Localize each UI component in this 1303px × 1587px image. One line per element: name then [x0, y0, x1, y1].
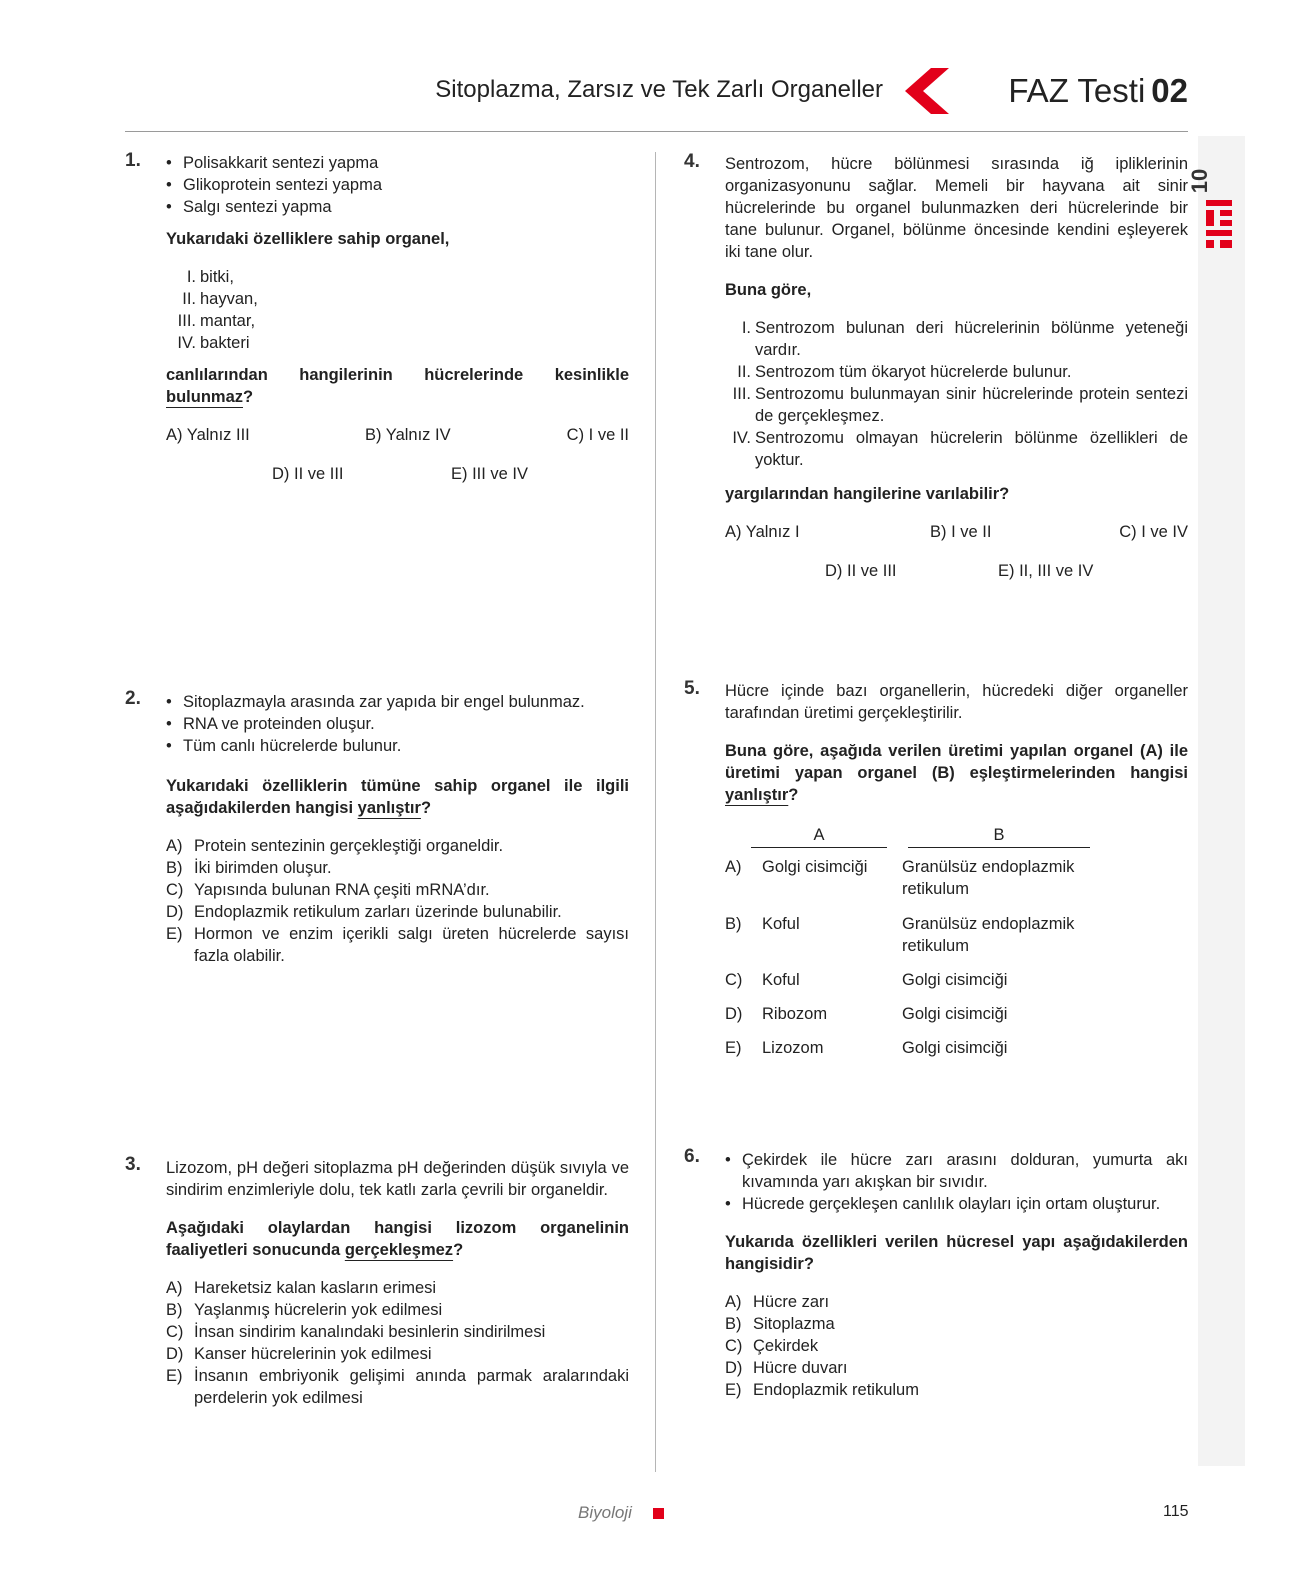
row-label[interactable]: A) [725, 858, 742, 876]
column-divider [655, 152, 656, 1472]
question-passage: Lizozom, pH değeri sitoplazma pH değerinden düşük sıvıyla ve sindirim enzimleriyle dolu, tek katlı zarla çevrili bir organeldir. [166, 1159, 629, 1199]
roman-item: IV. bakteri [177, 334, 250, 352]
test-title [1008, 72, 1188, 110]
answer-option[interactable]: E) II, III ve IV [998, 562, 1094, 580]
question-text: Aşağıdaki olaylardan hangisi lizozom organelinin faaliyetleri sonucunda gerçekleşmez? [166, 1219, 629, 1259]
answer-option[interactable]: A) Yalnız III [166, 426, 250, 444]
bullet-item: • RNA ve proteinden oluşur. [166, 713, 629, 735]
answer-option[interactable]: A) Hareketsiz kalan kasların erimesi [166, 1279, 437, 1297]
question-text: Yukarıdaki özelliklerin tümüne sahip organel ile ilgili aşağıdakilerden hangisi yanlıştır? [166, 777, 629, 817]
organel-b: Golgi cisimciği [902, 971, 1008, 989]
question-5 [725, 680, 1188, 1064]
matching-table [725, 824, 1188, 1064]
answer-option[interactable]: B) Sitoplazma [725, 1315, 835, 1333]
question-6 [725, 1149, 1188, 1401]
faz-logo-icon [1206, 200, 1232, 248]
question-stem: Yukarıdaki özelliklere sahip organel, [166, 230, 450, 248]
chevron-left-icon [905, 68, 949, 114]
question-3 [166, 1157, 629, 1409]
answer-option[interactable]: E) Endoplazmik retikulum [725, 1381, 919, 1399]
question-text: yargılarından hangilerine varılabilir? [725, 485, 1010, 503]
organel-b: Golgi cisimciği [902, 1005, 1008, 1023]
answer-option[interactable]: C) I ve II [566, 426, 629, 444]
answer-row [725, 521, 1188, 543]
answer-option[interactable]: C) Çekirdek [725, 1337, 819, 1355]
row-label[interactable]: D) [725, 1005, 743, 1023]
answer-option[interactable]: C) İnsan sindirim kanalındaki besinlerin sindirilmesi [166, 1323, 546, 1341]
roman-item: IV. Sentrozomu olmayan hücrelerin bölünme özellikleri de yoktur. [732, 429, 1188, 469]
answer-option[interactable]: A) Hücre zarı [725, 1293, 830, 1311]
question-number: 6. [684, 1146, 700, 1167]
question-passage: Hücre içinde bazı organellerin, hücredeki diğer organeller tarafından üretimi gerçekleştirilir. [725, 682, 1188, 722]
answer-option[interactable]: B) İki birimden oluşur. [166, 859, 332, 877]
answer-row [166, 463, 629, 485]
bullet-item: • Sitoplazmayla arasında zar yapıda bir engel bulunmaz. [166, 691, 629, 713]
bullet-item: • Glikoprotein sentezi yapma [166, 174, 629, 196]
answer-option[interactable]: D) Kanser hücrelerinin yok edilmesi [166, 1345, 432, 1363]
question-passage: Sentrozom, hücre bölünmesi sırasında iğ ipliklerinin organizasyonunu sağlar. Memeli bir hayvana ait sinir hücrelerinde bu organel bulunmazken deri hücrelerinde bir tane bulunur. Organel, bölünme öncesinde kendini eşleyerek iki tane olur. [725, 155, 1188, 261]
answer-option[interactable]: C) I ve IV [1119, 523, 1188, 541]
page-header-title: Sitoplazma, Zarsız ve Tek Zarlı Organeller [435, 76, 883, 103]
organel-b: Granülsüz endoplazmik retikulum [902, 858, 1075, 898]
row-label[interactable]: C) [725, 971, 743, 989]
footer-subject: Biyoloji [578, 1503, 632, 1522]
roman-item: II. Sentrozom tüm ökaryot hücrelerde bulunur. [737, 363, 1072, 381]
test-number: 02 [1151, 72, 1188, 109]
answer-option[interactable]: B) Yaşlanmış hücrelerin yok edilmesi [166, 1301, 443, 1319]
question-number: 2. [125, 688, 141, 709]
roman-item: III. Sentrozomu bulunmayan sinir hücrelerinde protein sentezi de gerçekleşmez. [732, 385, 1188, 425]
question-4 [725, 153, 1188, 582]
side-tab [1187, 148, 1240, 258]
question-stem: Buna göre, [725, 281, 812, 299]
answer-row [725, 560, 1188, 582]
answer-option[interactable]: E) Hormon ve enzim içerikli salgı üreten hücrelerde sayısı fazla olabilir. [166, 925, 629, 965]
answer-option[interactable]: D) II ve III [825, 562, 897, 580]
organel-b: Golgi cisimciği [902, 1039, 1008, 1057]
answer-option[interactable]: A) Protein sentezinin gerçekleştiği organeldir. [166, 837, 504, 855]
answer-option[interactable]: E) III ve IV [451, 465, 529, 483]
question-number: 5. [684, 678, 700, 699]
square-icon [653, 1508, 664, 1519]
bullet-item: • Tüm canlı hücrelerde bulunur. [166, 735, 629, 757]
column-header-b: B [908, 824, 1090, 848]
test-label: FAZ Testi [1008, 72, 1146, 109]
organel-a: Koful [762, 915, 800, 933]
side-margin-strip [1198, 136, 1245, 1466]
answer-option[interactable]: C) Yapısında bulunan RNA çeşiti mRNA’dır. [166, 881, 490, 899]
bullet-item: • Çekirdek ile hücre zarı arasını dolduran, yumurta akı kıvamında yarı akışkan bir sıvıdır. [725, 1149, 1188, 1193]
organel-a: Koful [762, 971, 800, 989]
question-text: Buna göre, aşağıda verilen üretimi yapılan organel (A) ile üretimi yapan organel (B) eşleştirmelerinden hangisi yanlıştır? [725, 742, 1188, 804]
page-number: 115 [1163, 1503, 1189, 1520]
question-1 [166, 152, 629, 485]
organel-b: Granülsüz endoplazmik retikulum [902, 915, 1075, 955]
question-text: Yukarıda özellikleri verilen hücresel yapı aşağıdakilerden hangisidir? [725, 1233, 1188, 1273]
roman-item: III. mantar, [177, 312, 256, 330]
column-header-a: A [751, 824, 887, 848]
question-2 [166, 691, 629, 967]
roman-item: I. Sentrozom bulunan deri hücrelerinin bölünme yeteneği vardır. [741, 319, 1188, 359]
row-label[interactable]: E) [725, 1039, 742, 1057]
answer-option[interactable]: D) II ve III [272, 465, 344, 483]
answer-option[interactable]: A) Yalnız I [725, 523, 800, 541]
roman-item: II. hayvan, [182, 290, 258, 308]
answer-option[interactable]: D) Endoplazmik retikulum zarları üzerinde bulunabilir. [166, 903, 562, 921]
answer-row [166, 424, 629, 446]
row-label[interactable]: B) [725, 915, 742, 933]
organel-a: Ribozom [762, 1005, 828, 1023]
bullet-item: • Polisakkarit sentezi yapma [166, 152, 629, 174]
answer-option[interactable]: B) I ve II [930, 523, 992, 541]
answer-option[interactable]: E) İnsanın embriyonik gelişimi anında parmak aralarındaki perdelerin yok edilmesi [166, 1367, 629, 1407]
roman-item: I. bitki, [186, 268, 234, 286]
question-number: 4. [684, 151, 700, 172]
answer-option[interactable]: B) Yalnız IV [365, 426, 451, 444]
answer-option[interactable]: D) Hücre duvarı [725, 1359, 848, 1377]
question-text: canlılarından hangilerinin hücrelerinde kesinlikle bulunmaz? [166, 366, 629, 406]
organel-a: Lizozom [762, 1039, 824, 1057]
question-number: 3. [125, 1154, 141, 1175]
question-number: 1. [125, 150, 141, 171]
organel-a: Golgi cisimciği [762, 858, 868, 876]
header-divider [125, 131, 1188, 132]
grade-label: 10 [1187, 168, 1213, 194]
bullet-item: • Salgı sentezi yapma [166, 196, 629, 218]
bullet-item: • Hücrede gerçekleşen canlılık olayları için ortam oluşturur. [725, 1193, 1188, 1215]
